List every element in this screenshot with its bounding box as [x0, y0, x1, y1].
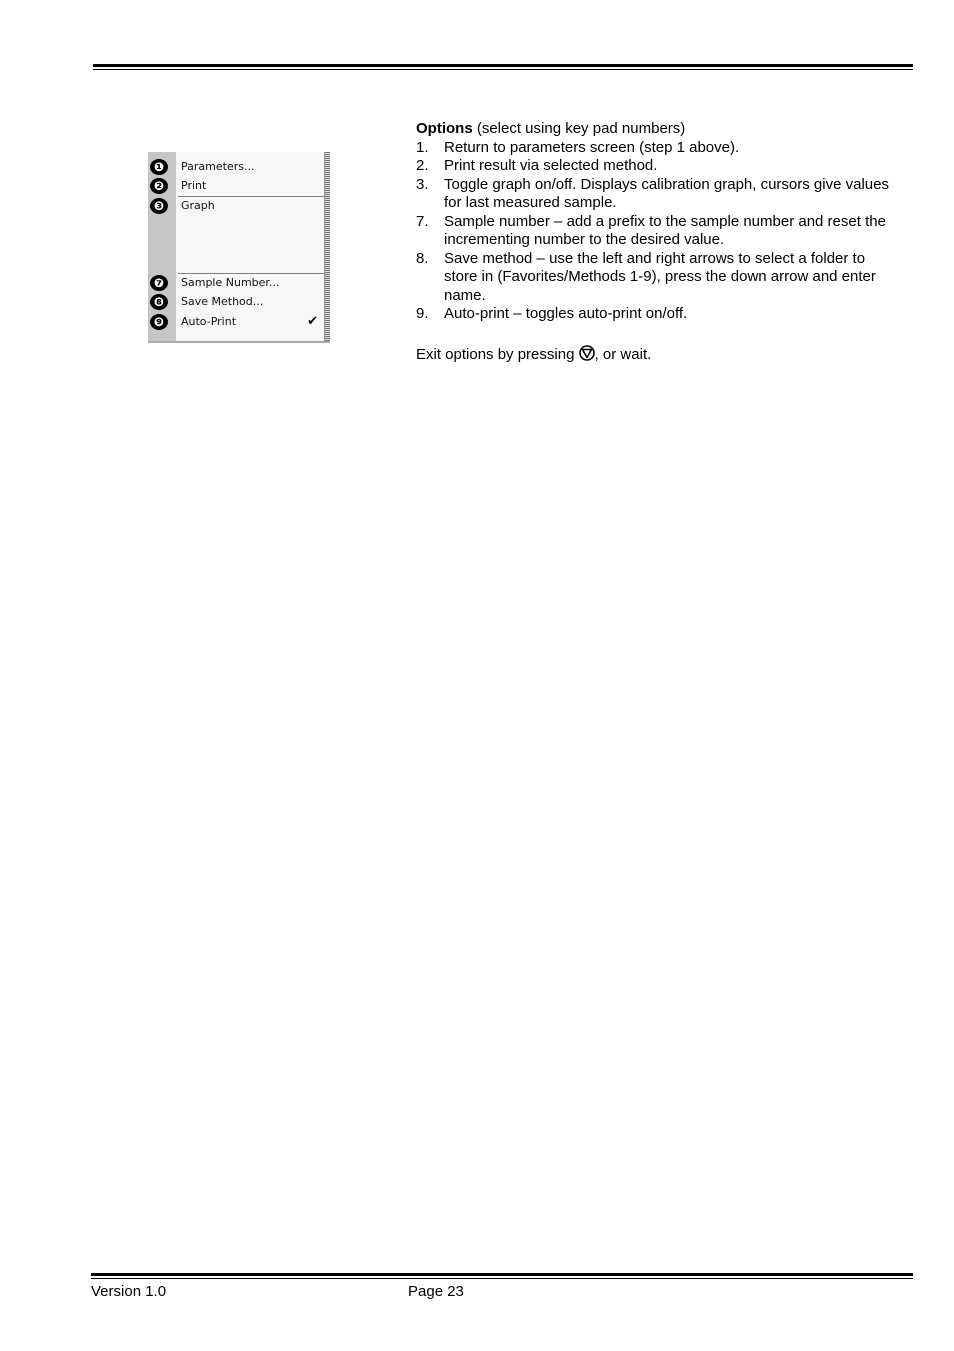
options-heading-rest: (select using key pad numbers): [472, 120, 686, 137]
menu-item-graph[interactable]: [148, 197, 324, 215]
header-rule: [93, 64, 913, 70]
options-heading-bold: Options: [416, 120, 473, 137]
list-item-number: 9.: [416, 305, 429, 322]
checkmark-icon: ✔: [307, 314, 318, 329]
list-item-text: Save method – use the left and right arrows to select a folder to store in (Favorites/Methods 1-9), press the down arrow and enter name.: [444, 249, 876, 304]
menu-item-label: Graph: [181, 199, 215, 212]
list-item-text: Auto-print – toggles auto-print on/off.: [444, 305, 688, 322]
key-8-icon: ❽: [150, 294, 168, 310]
key-3-icon: ❸: [150, 198, 168, 214]
menu-scrollbar: [324, 152, 330, 343]
list-item-number: 3.: [416, 175, 429, 193]
list-item: [416, 176, 896, 213]
footer-page-number: Page 23: [408, 1283, 464, 1300]
options-heading: [416, 120, 896, 139]
list-item: [416, 139, 896, 158]
stop-key-icon: [579, 345, 595, 361]
menu-item-label: Sample Number...: [181, 276, 280, 289]
list-item: [416, 305, 896, 324]
menu-item-auto-print[interactable]: [148, 313, 324, 331]
menu-bottom-edge: [148, 341, 330, 343]
menu-item-label: Save Method...: [181, 295, 264, 308]
menu-item-label: Print: [181, 179, 207, 192]
exit-text-before: Exit options by pressing: [416, 345, 579, 363]
options-list: [416, 139, 896, 324]
menu-item-save-method[interactable]: [148, 293, 324, 311]
options-menu-screenshot: [148, 152, 330, 343]
list-item: [416, 157, 896, 176]
key-2-icon: ❷: [150, 178, 168, 194]
list-item-text: Return to parameters screen (step 1 above).: [444, 138, 740, 156]
exit-text-after: , or wait.: [594, 345, 652, 363]
list-item-number: 1.: [416, 138, 429, 156]
list-item: [416, 213, 896, 250]
key-1-icon: ❶: [150, 159, 168, 175]
list-item-text: Print result via selected method.: [444, 157, 658, 174]
footer-rule: [91, 1273, 913, 1279]
options-description: [416, 120, 896, 379]
menu-item-print[interactable]: [148, 177, 324, 195]
list-item-number: 7.: [416, 212, 429, 230]
menu-item-label: Auto-Print: [181, 315, 237, 328]
list-item-text: Toggle graph on/off. Displays calibration graph, cursors give values for last measured sample.: [444, 175, 889, 211]
menu-item-parameters[interactable]: [148, 158, 324, 176]
list-item: [416, 250, 896, 306]
key-7-icon: ❼: [150, 275, 168, 291]
list-item-number: 2.: [416, 157, 429, 174]
exit-instruction: [416, 345, 896, 365]
list-item-number: 8.: [416, 249, 429, 267]
menu-item-label: Parameters...: [181, 160, 255, 173]
key-9-icon: ❾: [150, 314, 168, 330]
list-item-text: Sample number – add a prefix to the sample number and reset the incrementing number to the desired value.: [444, 212, 886, 248]
footer-version: Version 1.0: [91, 1283, 167, 1300]
menu-item-sample-number[interactable]: [148, 274, 324, 292]
